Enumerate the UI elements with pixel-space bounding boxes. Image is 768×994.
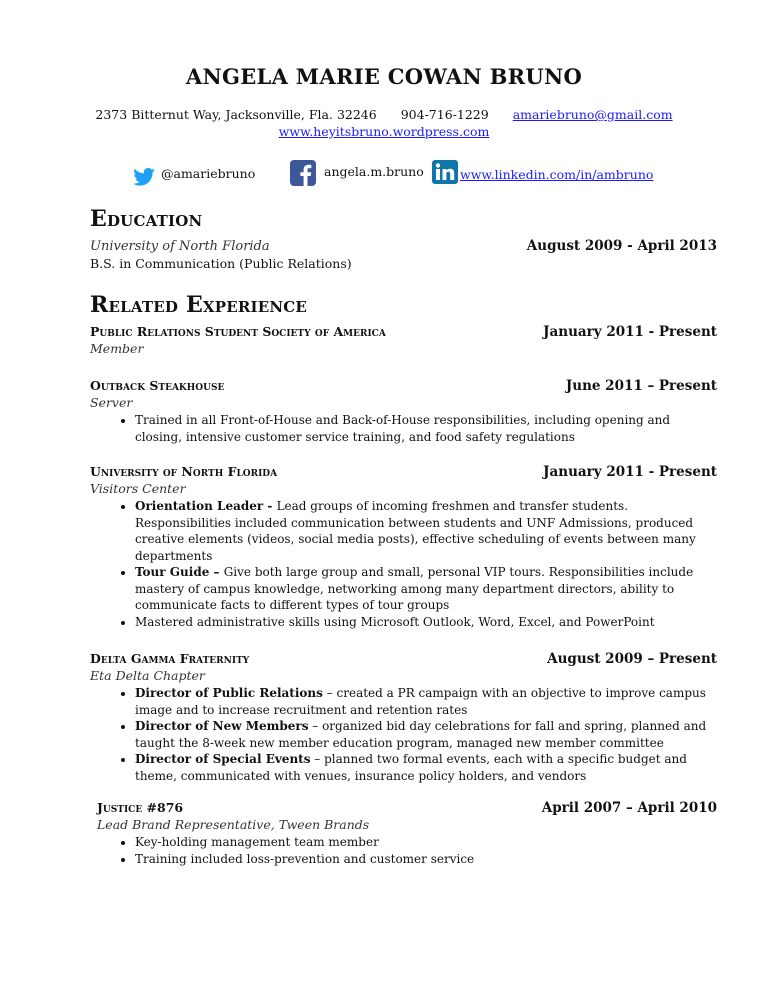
experience-heading: Related Experience: [90, 292, 308, 318]
linkedin-entry: [432, 160, 653, 184]
list-item: • Mastered administrative skills using Microsoft Outlook, Word, Excel, and PowerPoint: [135, 614, 717, 631]
twitter-icon: [133, 168, 155, 186]
list-item: • Director of Public Relations – created a PR campaign with an objective to improve campus image and to increase recruitment and retention rates: [135, 685, 717, 718]
org-name: Delta Gamma Fraternity: [90, 651, 250, 666]
facebook-handle: angela.m.bruno: [324, 163, 424, 179]
candidate-name: ANGELA MARIE COWAN BRUNO: [185, 64, 583, 89]
education-dates: August 2009 - April 2013: [526, 238, 717, 254]
org-name: Outback Steakhouse: [90, 378, 225, 393]
role: Eta Delta Chapter: [90, 668, 205, 683]
entry-dates: January 2011 - Present: [543, 324, 717, 340]
role: Lead Brand Representative, Tween Brands: [97, 817, 370, 832]
list-item: • Tour Guide – Give both large group and small, personal VIP tours. Responsibilities include mastery of campus knowledge, networking among many department directors, ability to communicate facts to different types of tour groups: [135, 564, 717, 614]
experience-entry-justice: [97, 800, 717, 867]
facebook-entry: [290, 160, 424, 186]
website-link[interactable]: www.heyitsbruno.wordpress.com: [278, 124, 490, 139]
linkedin-link[interactable]: www.linkedin.com/in/ambruno: [460, 166, 654, 182]
contact-line: [0, 107, 768, 122]
phone: 904-716-1229: [400, 107, 489, 122]
school-name: University of North Florida: [90, 239, 270, 254]
education-heading: Education: [90, 206, 203, 232]
degree: B.S. in Communication (Public Relations): [90, 256, 352, 271]
list-item: • Key-holding management team member: [135, 834, 717, 851]
list-item: • Training included loss-prevention and customer service: [135, 851, 717, 868]
twitter-entry: [133, 165, 256, 186]
experience-entry-outback: [90, 378, 717, 445]
twitter-handle: @amariebruno: [161, 165, 256, 181]
entry-dates: January 2011 - Present: [543, 464, 717, 480]
list-item: • Director of Special Events – planned two formal events, each with a specific budget and theme, communicated with venues, insurance policy holders, and vendors: [135, 751, 717, 784]
role: Visitors Center: [90, 481, 186, 496]
email-link[interactable]: amariebruno@gmail.com: [512, 107, 673, 122]
facebook-icon: [290, 160, 316, 186]
list-item: • Trained in all Front-of-House and Back-of-House responsibilities, including opening and closing, intensive customer service training, and food safety regulations: [135, 412, 717, 445]
org-name: Justice #876: [97, 800, 184, 815]
bullet-list: [90, 685, 717, 784]
experience-entry-unf: [90, 464, 717, 630]
bullet-list: [97, 834, 717, 867]
experience-entry-delta-gamma: [90, 651, 717, 784]
address: 2373 Bitternut Way, Jacksonville, Fla. 32246: [95, 107, 377, 122]
list-item: • Director of New Members – organized bid day celebrations for fall and spring, planned and taught the 8-week new member education program, managed new member committee: [135, 718, 717, 751]
org-name: University of North Florida: [90, 464, 278, 479]
list-item: • Orientation Leader - Lead groups of incoming freshmen and transfer students. Responsibilities included communication between students and UNF Admissions, produced creative elements (videos, social media posts), effective scheduling of events between many departments: [135, 498, 717, 564]
bullet-list: [90, 498, 717, 630]
role: Server: [90, 395, 133, 410]
bullet-list: [90, 412, 717, 445]
social-row: [0, 160, 768, 190]
org-name: Public Relations Student Society of America: [90, 324, 386, 339]
education-entry: [90, 238, 717, 271]
role: Member: [90, 341, 144, 356]
entry-dates: June 2011 – Present: [565, 378, 717, 394]
linkedin-icon: [432, 160, 458, 184]
entry-dates: August 2009 – Present: [547, 651, 717, 667]
entry-dates: April 2007 – April 2010: [541, 800, 717, 816]
experience-entry-prssa: [90, 324, 717, 356]
